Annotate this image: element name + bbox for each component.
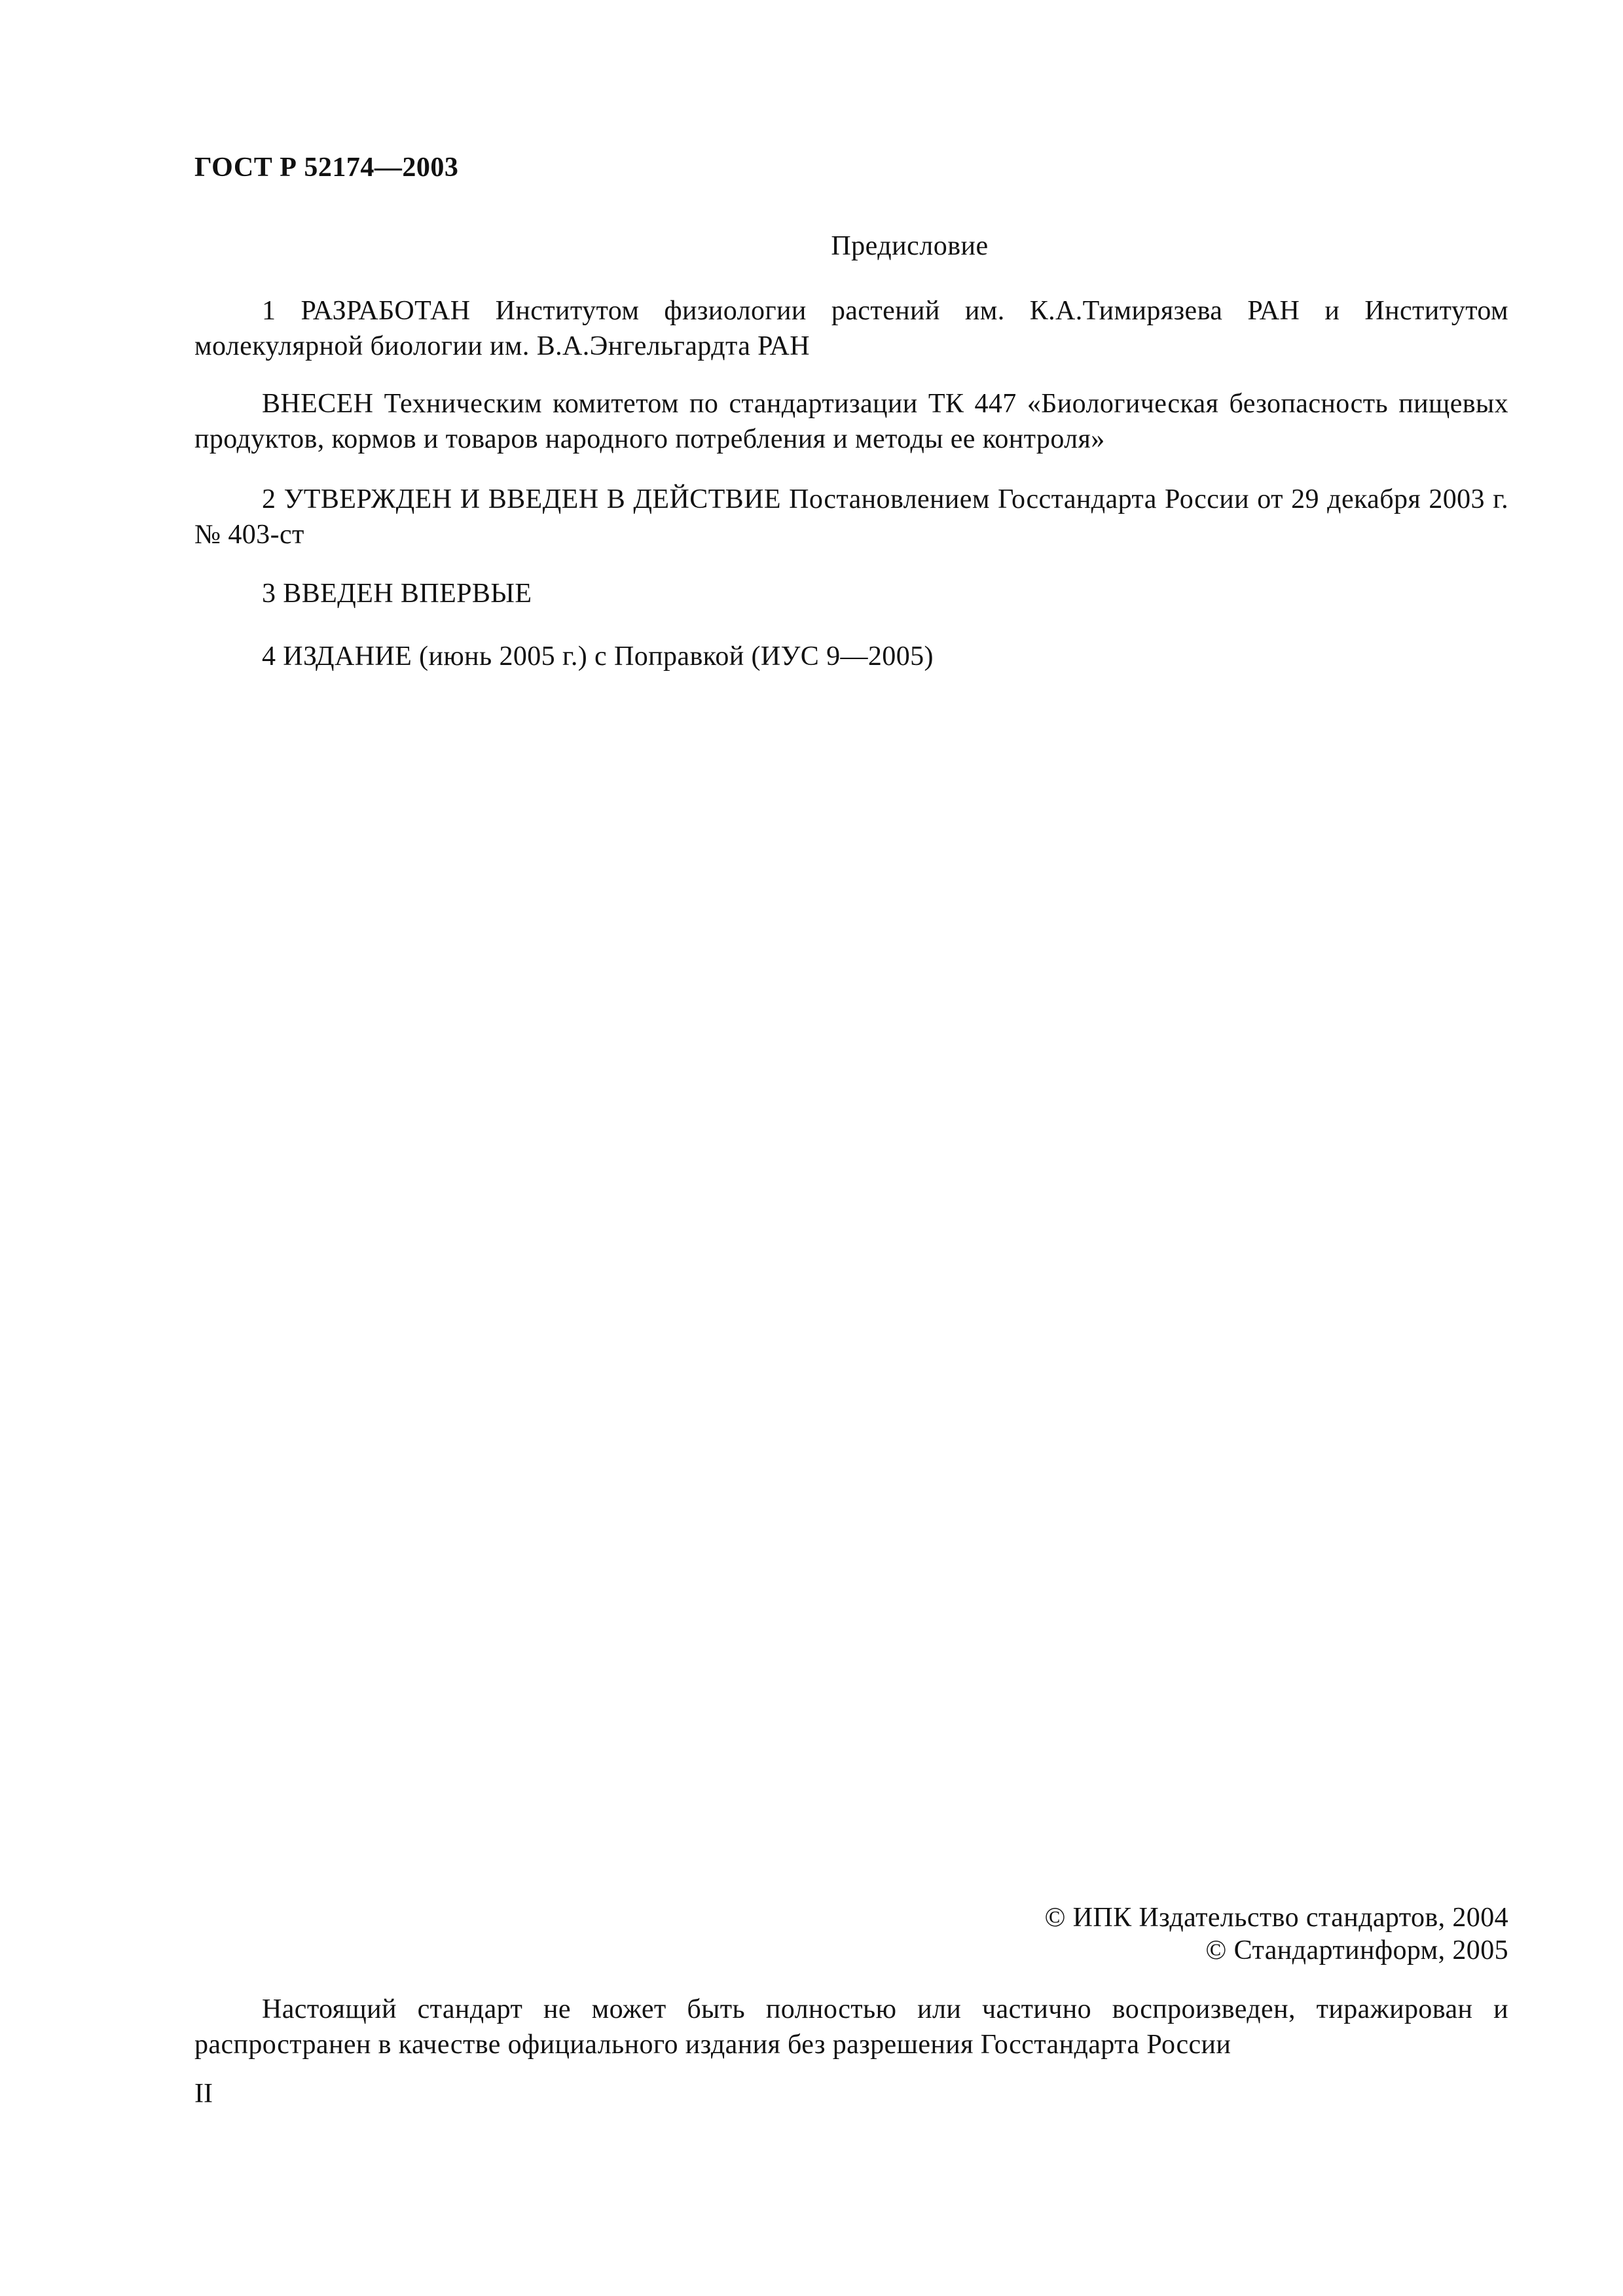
foreword-paragraph-developed: 1 РАЗРАБОТАН Институтом физиологии растений им. К.А.Тимирязева РАН и Институтом молекулярной биологии им. В.А.Энгельгардта РАН bbox=[194, 296, 1508, 361]
copyright-block bbox=[1044, 1901, 1508, 1967]
copyright-line-standartinform: © Стандартинформ, 2005 bbox=[1205, 1935, 1508, 1965]
foreword-title: Предисловие bbox=[831, 231, 989, 261]
foreword-paragraph-introduced: ВНЕСЕН Техническим комитетом по стандартизации ТК 447 «Биологическая безопасность пищевых продуктов, кормов и товаров народного потребления и методы ее контроля» bbox=[194, 389, 1508, 454]
foreword-paragraph-first-time: 3 ВВЕДЕН ВПЕРВЫЕ bbox=[262, 579, 532, 609]
document-code: ГОСТ Р 52174—2003 bbox=[194, 152, 459, 183]
foreword-paragraph-edition: 4 ИЗДАНИЕ (июнь 2005 г.) с Поправкой (ИУС 9—2005) bbox=[262, 641, 934, 672]
reproduction-notice: Настоящий стандарт не может быть полностью или частично воспроизведен, тиражирован и распространен в качестве официального издания без разрешения Госстандарта России bbox=[194, 1994, 1508, 2060]
page-number: II bbox=[194, 2079, 213, 2109]
foreword-paragraph-approved: 2 УТВЕРЖДЕН И ВВЕДЕН В ДЕЙСТВИЕ Постановлением Госстандарта России от 29 декабря 2003 г. № 403-ст bbox=[194, 484, 1508, 550]
copyright-line-ipk: © ИПК Издательство стандартов, 2004 bbox=[1044, 1903, 1508, 1933]
